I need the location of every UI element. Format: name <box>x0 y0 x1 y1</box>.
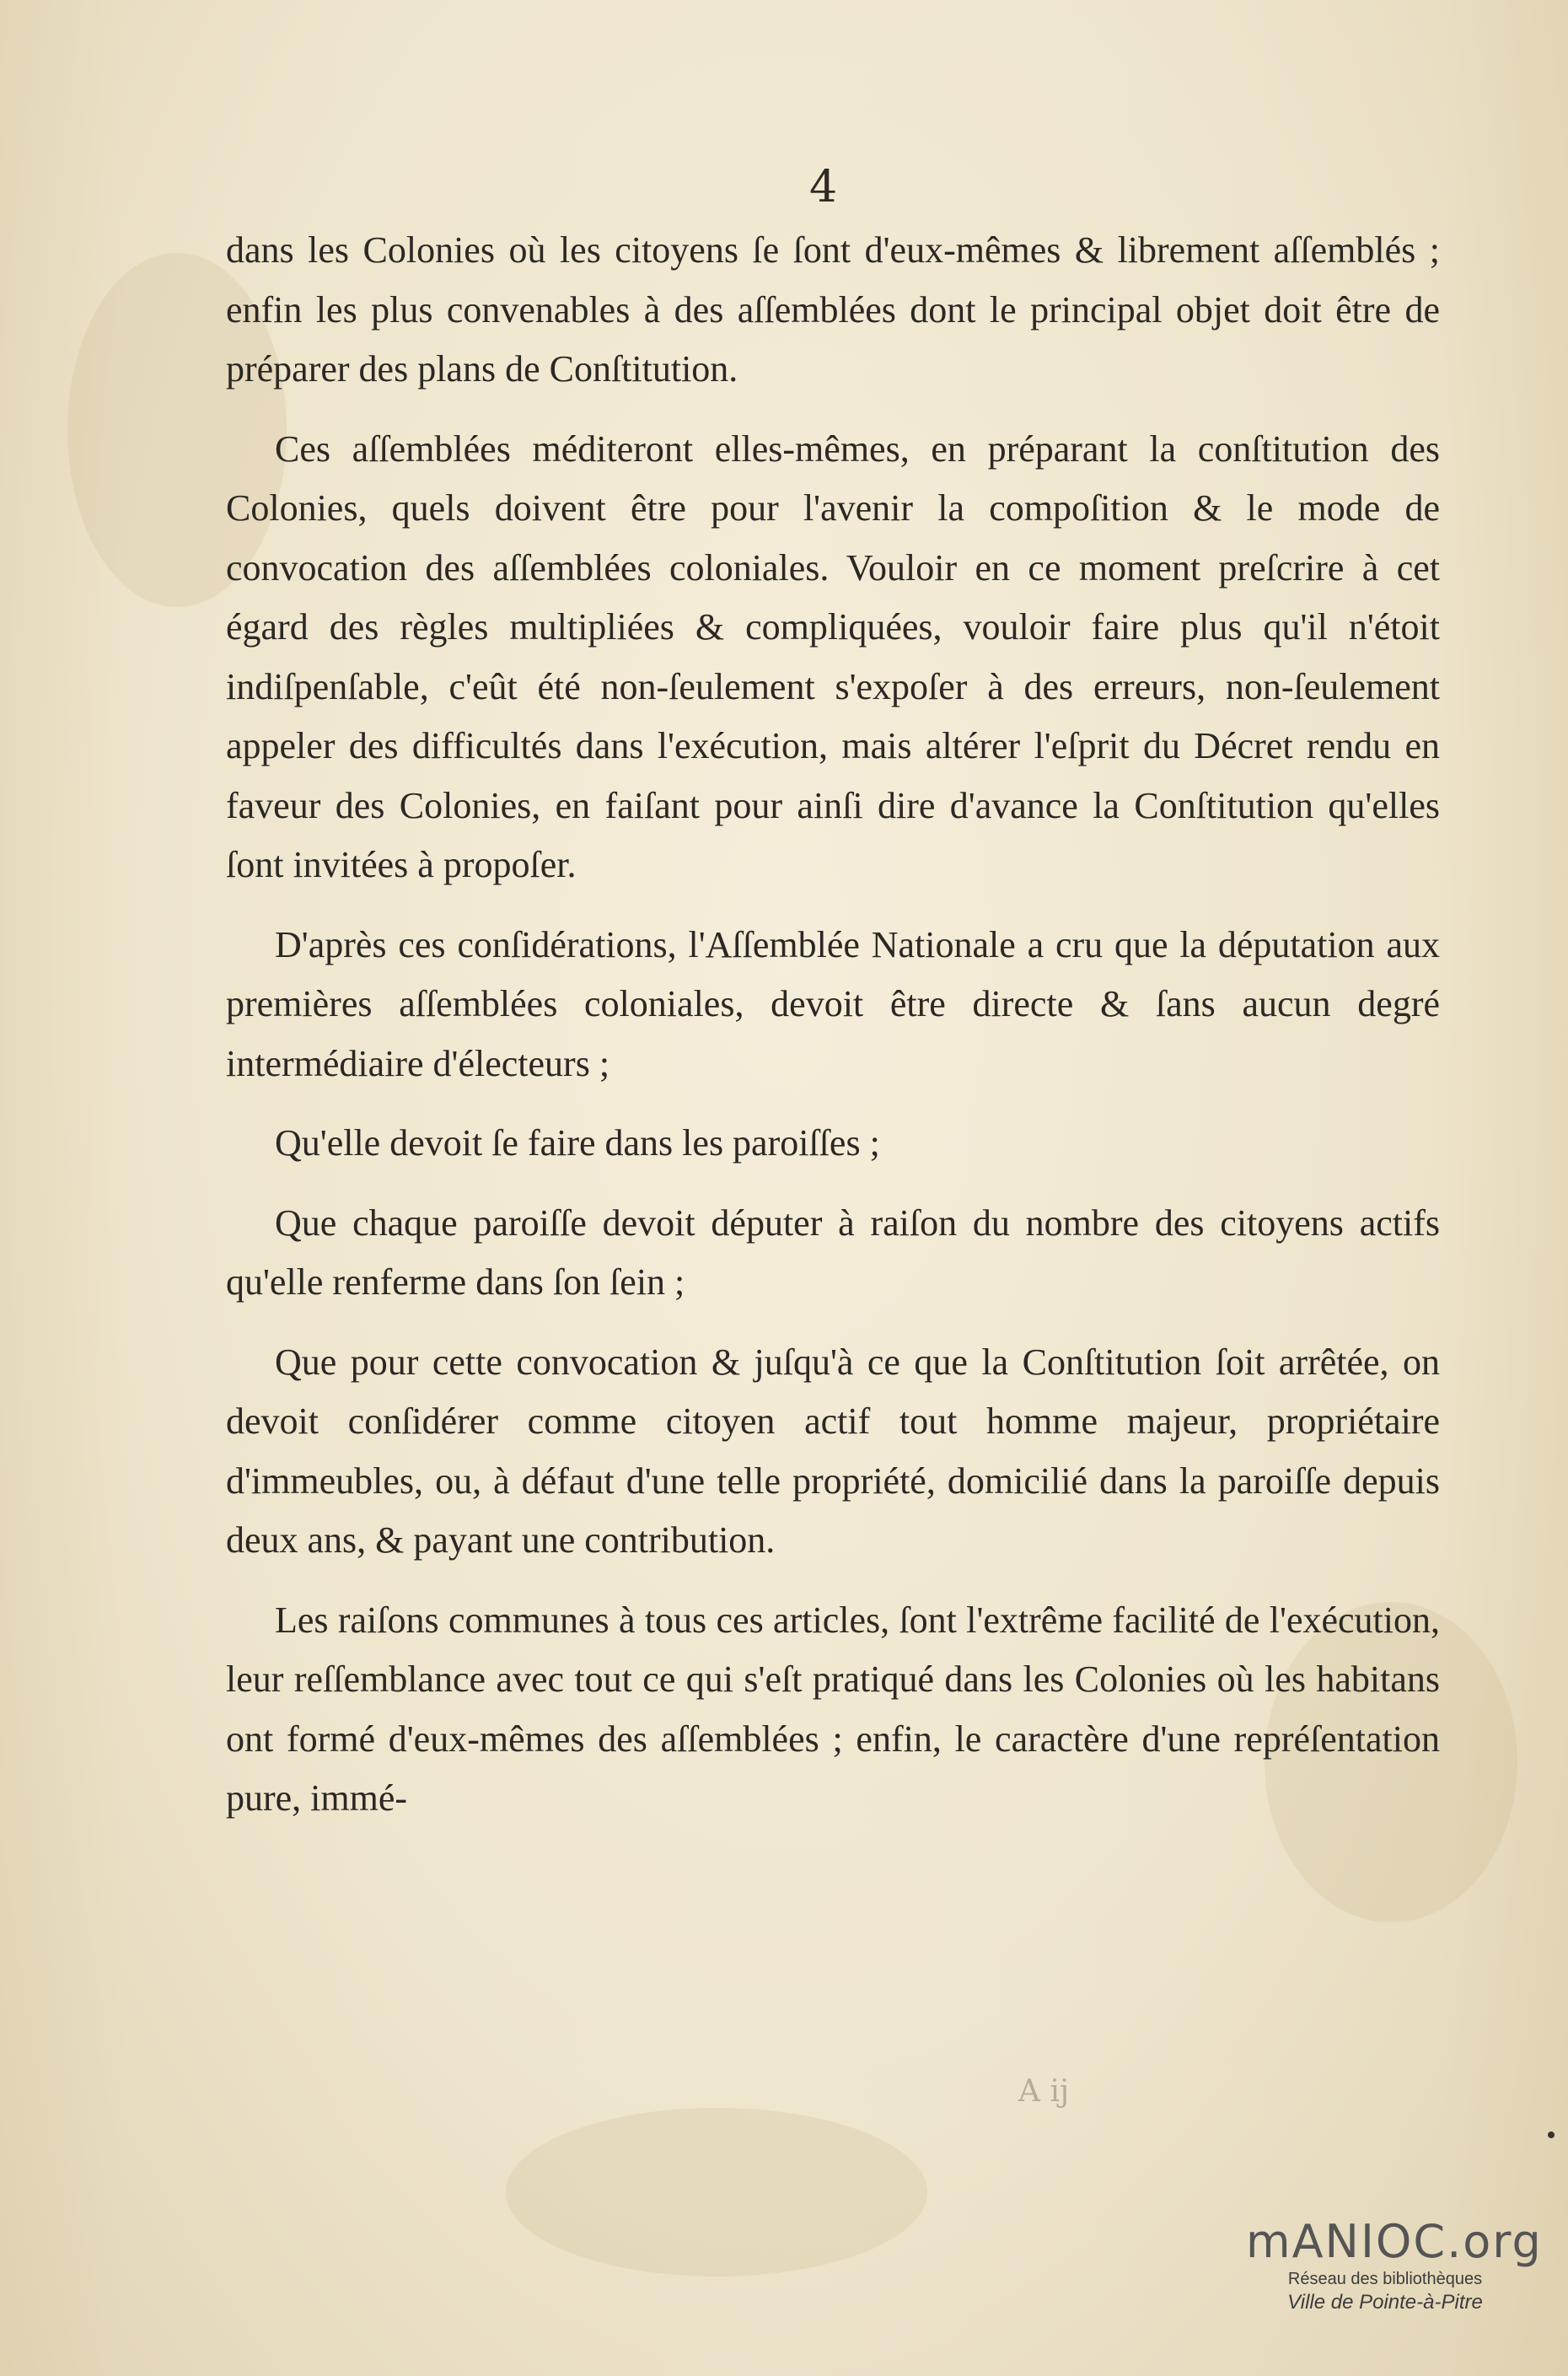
paragraph: Que chaque paroiſſe devoit députer à raiſon du nombre des citoyens actifs qu'elle renferme dans ſon ſein ; <box>226 1201 1440 1303</box>
logo-subtitle: Réseau des bibliothèques <box>1287 2270 1483 2288</box>
logo-title: mANIOC.org <box>1246 2215 1543 2268</box>
logo-location: Ville de Pointe-à-Pitre <box>1287 2291 1483 2314</box>
paragraph: Ces aſſemblées méditeront elles-mêmes, en préparant la conſtitution des Colonies, quels doivent être pour l'avenir la compoſition & le mode de convocation des aſſemblées coloniales. Vouloir en ce moment preſcrire à cet égard des règles multipliées & compliquées, vouloir faire plus qu'il n'étoit indiſpenſable, c'eût été non-ſeulement s'expoſer à des erreurs, non-ſeulement appeler des difficultés dans l'exécution, mais altérer l'eſprit du Décret rendu en faveur des Colonies, en faiſant pour ainſi dire d'avance la Conſtitution qu'elles ſont invitées à propoſer. <box>226 427 1440 885</box>
body-text <box>226 221 1440 1849</box>
paragraph: D'après ces conſidérations, l'Aſſemblée Nationale a cru que la députation aux premières aſſemblées coloniales, devoit être directe & ſans aucun degré intermédiaire d'électeurs ; <box>226 923 1440 1084</box>
paragraph: Que pour cette convocation & juſqu'à ce que la Conſtitution ſoit arrêtée, on devoit conſidérer comme citoyen actif tout homme majeur, propriétaire d'immeubles, ou, à défaut d'une telle propriété, domicilié dans la paroiſſe depuis deux ans, & payant une contribution. <box>226 1341 1440 1561</box>
signature-mark: A ij <box>1018 2074 1070 2109</box>
ink-dot <box>1548 2131 1555 2138</box>
paper-stain <box>506 2108 927 2277</box>
paragraph: dans les Colonies où les citoyens ſe ſont d'eux-mêmes & librement aſſemblés ; enfin les plus convenables à des aſſemblées dont le principal objet doit être de préparer des plans de Conſtitution. <box>226 229 1440 390</box>
manioc-logo <box>1246 2215 1543 2314</box>
page-number: 4 <box>809 162 838 212</box>
paragraph: Les raiſons communes à tous ces articles, ſont l'extrême facilité de l'exécution, leur reſſemblance avec tout ce qui s'eſt pratiqué dans les Colonies où les habitans ont formé d'eux-mêmes des aſſemblées ; enfin, le caractère d'une repréſentation pure, immé- <box>226 1599 1440 1819</box>
paragraph: Qu'elle devoit ſe faire dans les paroiſſes ; <box>275 1122 880 1164</box>
